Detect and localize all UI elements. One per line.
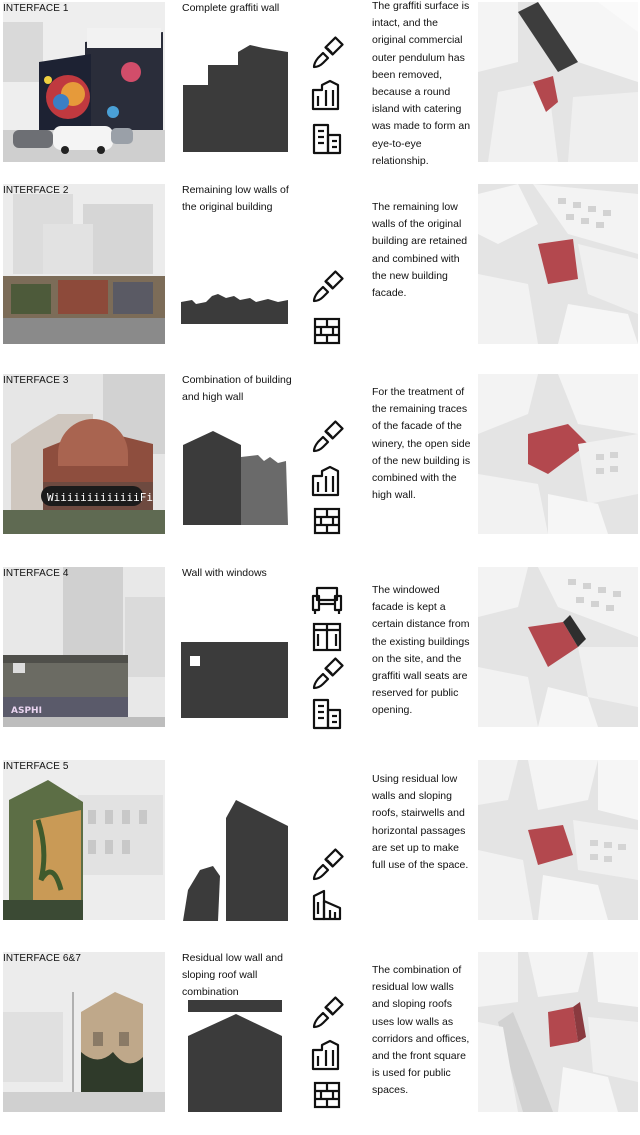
site-photo-1	[3, 2, 165, 162]
interface-row-2	[0, 182, 640, 350]
wall-silhouette-4	[178, 640, 293, 775]
interface-description: The combination of residual low walls and sloping roofs uses low walls as corridors and offices, and the front square is used for public spaces.	[372, 964, 470, 1097]
site-photo-5	[3, 760, 165, 920]
interface-title: Complete graffiti wall	[182, 2, 280, 14]
interface-title: Wall with windows	[182, 567, 267, 579]
interface-label: INTERFACE 2	[3, 185, 69, 196]
interface-title: Remaining low walls of the original building	[182, 184, 289, 213]
interface-description: The graffiti surface is intact, and the original commercial outer pendulum has been removed, because a round island with catering was made to form an eye-to-eye relationship.	[372, 0, 471, 167]
building-icon	[310, 464, 344, 498]
site-model-6	[478, 952, 638, 1112]
icon-column	[310, 950, 346, 1115]
brush-icon	[310, 996, 344, 1030]
window-icon	[310, 620, 344, 654]
icon-column	[310, 758, 346, 923]
site-photo-6	[3, 952, 165, 1112]
interface-row-3	[0, 372, 640, 540]
sofa-icon	[310, 583, 344, 617]
site-model-5	[478, 760, 638, 920]
wall-silhouette-6	[178, 1000, 293, 1135]
interface-label: INTERFACE 5	[3, 761, 69, 772]
interface-row-5	[0, 758, 640, 926]
wall-silhouette-1	[178, 40, 293, 175]
brush-icon	[310, 270, 344, 304]
building-icon	[310, 78, 344, 112]
wall-silhouette-3	[178, 427, 293, 562]
interface-title: Combination of building and high wall	[182, 374, 292, 403]
interface-row-6	[0, 950, 640, 1114]
icon-column	[310, 0, 346, 165]
interface-description: The remaining low walls of the original building are retained and combined with the new building facade.	[372, 201, 468, 300]
interface-description: For the treatment of the remaining traces of the facade of the winery, the open side of the new building is combined with the high wall.	[372, 386, 471, 502]
brush-icon	[310, 848, 344, 882]
site-model-1	[478, 2, 638, 162]
house-building-icon	[310, 888, 344, 922]
wall-silhouette-5	[178, 798, 293, 933]
brush-icon	[310, 657, 344, 691]
interface-title: Residual low wall and sloping roof wall combination	[182, 952, 283, 998]
brush-icon	[310, 420, 344, 454]
brick-wall-icon	[310, 1078, 344, 1112]
graffiti-text: ASPHI	[11, 706, 42, 716]
site-model-2	[478, 184, 638, 344]
interface-row-4	[0, 565, 640, 733]
icon-column	[310, 182, 346, 347]
site-photo-2	[3, 184, 165, 344]
interface-description: The windowed facade is kept a certain distance from the existing buildings on the site, and the graffiti wall seats are reserved for public opening.	[372, 584, 470, 717]
brush-icon	[310, 36, 344, 70]
building-icon	[310, 1038, 344, 1072]
site-model-3	[478, 374, 638, 534]
office-icon	[310, 122, 344, 156]
icon-column	[310, 565, 346, 730]
interface-label: INTERFACE 3	[3, 375, 69, 386]
brick-wall-icon	[310, 504, 344, 538]
site-photo-4	[3, 567, 165, 727]
interface-row-1	[0, 0, 640, 168]
interface-label: INTERFACE 4	[3, 568, 69, 579]
interface-label: INTERFACE 1	[3, 3, 69, 14]
icon-column	[310, 372, 346, 537]
site-photo-3	[3, 374, 165, 534]
graffiti-text: WiiiiiiiiiiiiiFi	[47, 491, 153, 504]
interface-description: Using residual low walls and sloping roofs, stairwells and horizontal passages are set up to make full use of the space.	[372, 773, 469, 872]
brick-wall-icon	[310, 314, 344, 348]
interface-label: INTERFACE 6&7	[3, 953, 81, 964]
office-icon	[310, 697, 344, 731]
site-model-4	[478, 567, 638, 727]
